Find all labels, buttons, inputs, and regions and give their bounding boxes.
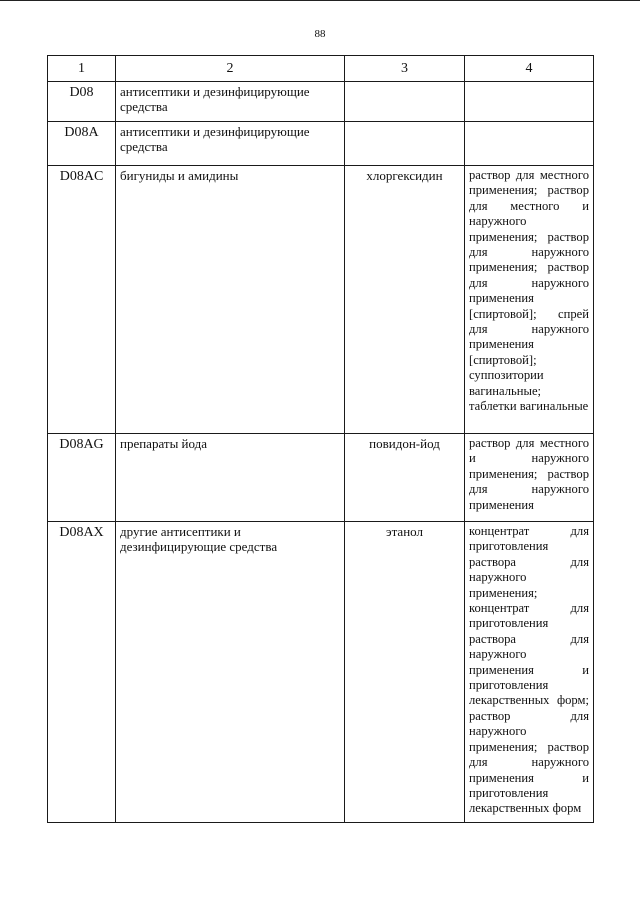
dosage-forms: раствор для местного и наружного применения; раствор для наружного применения xyxy=(465,434,594,522)
table-row xyxy=(48,522,594,823)
page-number: 88 xyxy=(314,28,326,40)
table-row xyxy=(48,166,594,434)
medicines-table xyxy=(47,55,594,823)
atc-group-name: антисептики и дезинфицирующие средства xyxy=(116,82,345,122)
dosage-forms xyxy=(465,122,594,166)
atc-code: D08AG xyxy=(48,434,116,522)
dosage-forms xyxy=(465,82,594,122)
drug-name: повидон-йод xyxy=(345,434,465,522)
column-header-2: 2 xyxy=(116,56,345,82)
atc-group-name: препараты йода xyxy=(116,434,345,522)
drug-name xyxy=(345,122,465,166)
dosage-forms: концентрат для приготовления раствора для наружного применения; концентрат для приготовления раствора для наружного применения и приготовления лекарственных форм; раствор для наружного применения; раствор для наружного применения и приготовления лекарственных форм xyxy=(465,522,594,823)
table-header-row xyxy=(48,56,594,82)
atc-code: D08A xyxy=(48,122,116,166)
atc-group-name: антисептики и дезинфицирующие средства xyxy=(116,122,345,166)
dosage-forms: раствор для местного применения; раствор для местного и наружного применения; раствор для наружного применения; раствор для наружного применения [спиртовой]; спрей для наружного применения [спиртовой]; суппозитории вагинальные; таблетки вагинальные xyxy=(465,166,594,434)
column-header-4: 4 xyxy=(465,56,594,82)
drug-name xyxy=(345,82,465,122)
drug-name: хлоргексидин xyxy=(345,166,465,434)
column-header-3: 3 xyxy=(345,56,465,82)
atc-code: D08AC xyxy=(48,166,116,434)
atc-group-name: бигуниды и амидины xyxy=(116,166,345,434)
column-header-1: 1 xyxy=(48,56,116,82)
drug-name: этанол xyxy=(345,522,465,823)
atc-group-name: другие антисептики и дезинфицирующие средства xyxy=(116,522,345,823)
table-row xyxy=(48,122,594,166)
table-row xyxy=(48,82,594,122)
table-row xyxy=(48,434,594,522)
atc-code: D08 xyxy=(48,82,116,122)
page-top-border xyxy=(0,0,640,1)
atc-code: D08AX xyxy=(48,522,116,823)
